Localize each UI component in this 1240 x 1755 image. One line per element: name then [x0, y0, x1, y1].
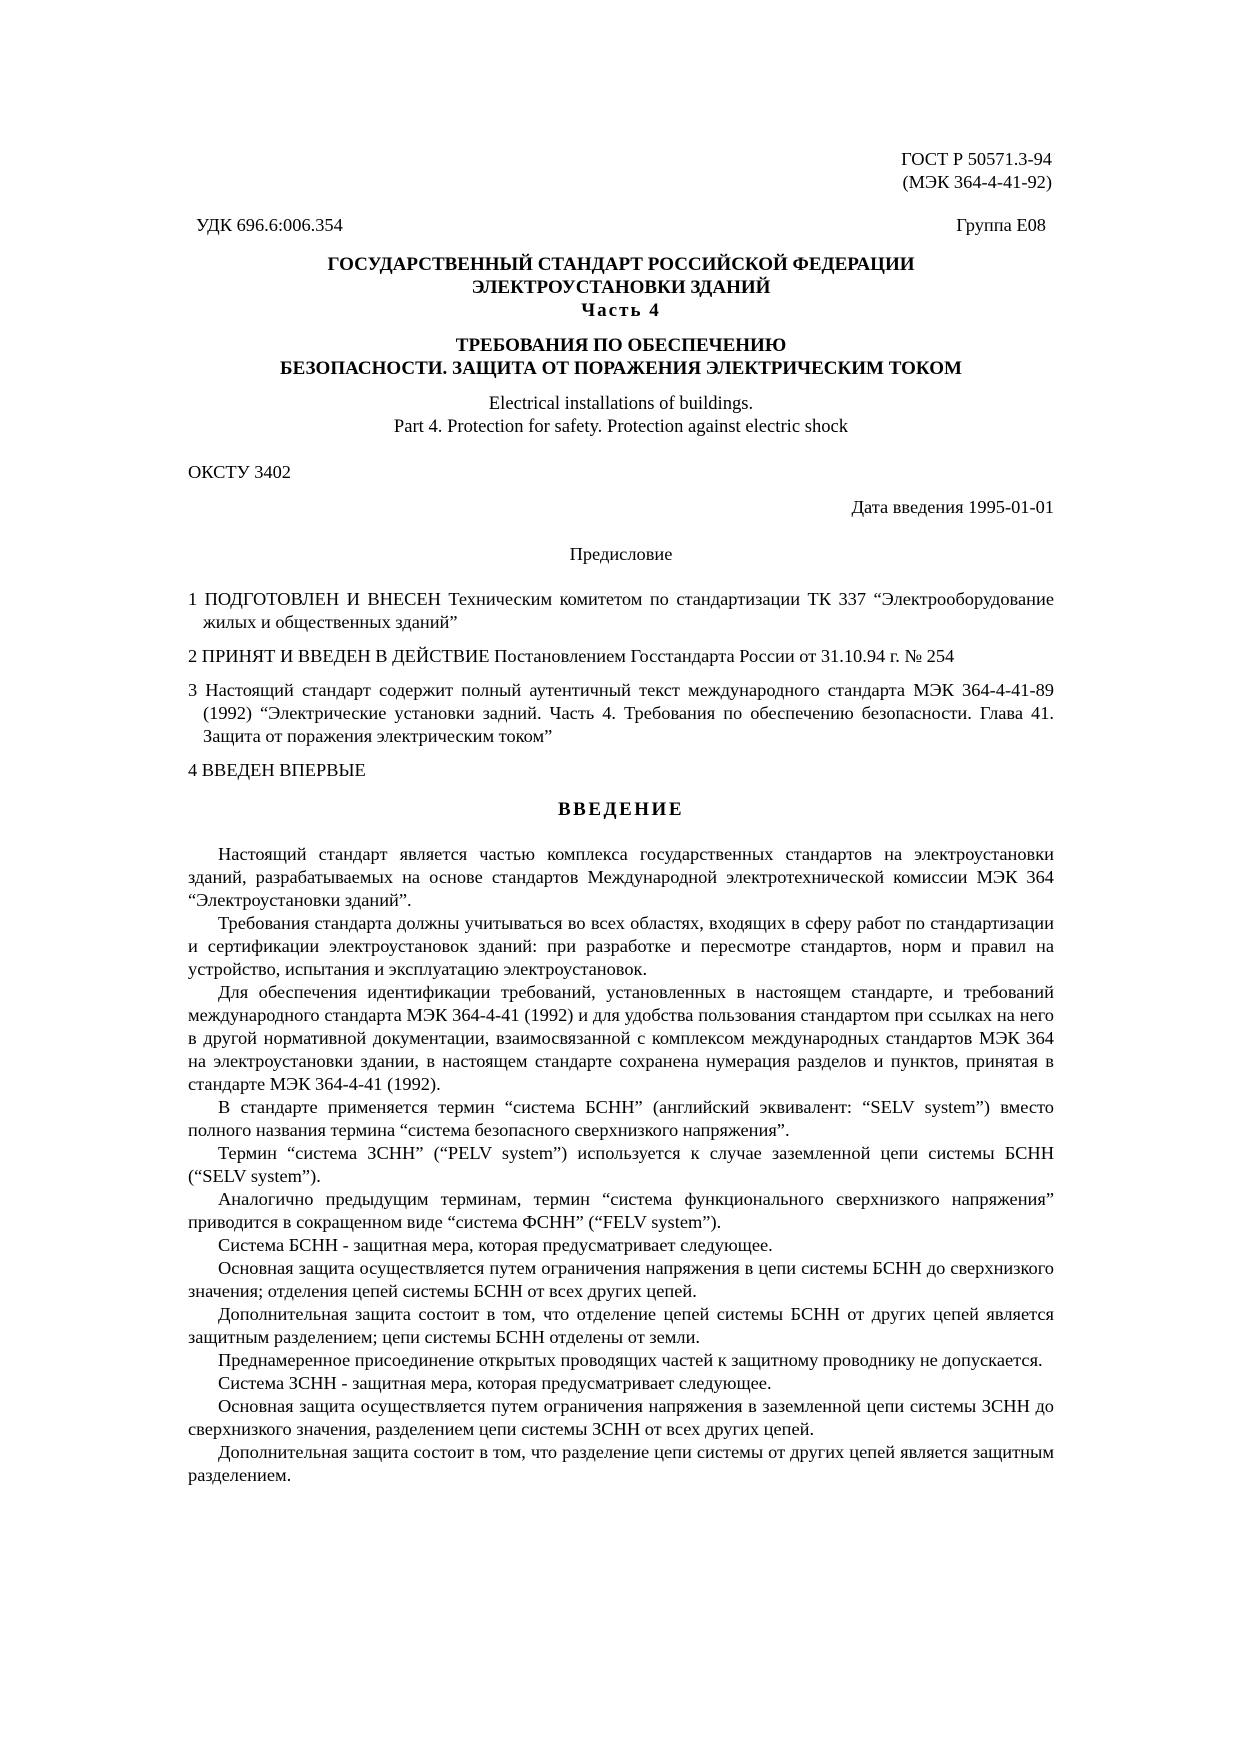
intro-paragraph: Система БСНН - защитная мера, которая предусматривает следующее. [218, 1235, 773, 1255]
intro-paragraph: Для обеспечения идентификации требований, установленных в настоящем стандарте, и требований международного стандарта МЭК 364-4-41 (1992) и для удобства пользования стандартом при ссылках на него в другой нормативной документации, взаимосвязанной с комплексом международных стандартов МЭК 364 на электроустановки здании, в настоящем стандарте сохранена нумерация разделов и пунктов, принятая в стандарте МЭК 364-4-41 (1992). [188, 982, 1054, 1094]
intro-paragraph: В стандарте применяется термин “система БСНН” (английский эквивалент: “SELV system”) вместо полного названия термина “система безопасного сверхнизкого напряжения”. [188, 1097, 1054, 1140]
foreword-heading: Предисловие [569, 544, 673, 564]
title-line-1: ГОСУДАРСТВЕННЫЙ СТАНДАРТ РОССИЙСКОЙ ФЕДЕРАЦИИ [327, 254, 915, 275]
english-title [188, 392, 1054, 438]
intro-paragraph: Требования стандарта должны учитываться во всех областях, входящих в сферу работ по стандартизации и сертификации электроустановок зданий: при разработке и пересмотре стандартов, норм и правил на устройство, испытания и эксплуатацию электроустановок. [188, 913, 1054, 979]
udk-code: УДК 696.6:006.354 [196, 215, 343, 235]
gost-designation [188, 148, 1054, 194]
foreword-item: 4 ВВЕДЕН ВПЕРВЫЕ [188, 760, 366, 780]
document-content [188, 148, 1054, 1487]
intro-paragraph: Основная защита осуществляется путем ограничения напряжения в цепи системы БСНН до сверхнизкого значения; отделения цепей системы БСНН от всех других цепей. [188, 1258, 1054, 1301]
udk-group-row [188, 214, 1054, 237]
introduction-date: Дата введения 1995-01-01 [851, 497, 1054, 517]
foreword-item: 2 ПРИНЯТ И ВВЕДЕН В ДЕЙСТВИЕ Постановлением Госстандарта России от 31.10.94 г. № 254 [188, 646, 955, 666]
intro-paragraph: Преднамеренное присоединение открытых проводящих частей к защитному проводнику не допускается. [218, 1350, 1043, 1370]
intro-paragraph: Основная защита осуществляется путем ограничения напряжения в заземленной цепи системы ЗСНН до сверхнизкого значения, разделением цепи системы ЗСНН от всех других цепей. [188, 1396, 1054, 1439]
intro-paragraph: Настоящий стандарт является частью комплекса государственных стандартов на электроустановки зданий, разрабатываемых на основе стандартов Международной электротехнической комиссии МЭК 364 “Электроустановки зданий”. [188, 844, 1054, 910]
introduction-heading: ВВЕДЕНИЕ [558, 799, 684, 820]
subtitle-line-1: ТРЕБОВАНИЯ ПО ОБЕСПЕЧЕНИЮ [455, 335, 787, 356]
intro-paragraph: Дополнительная защита состоит в том, что отделение цепей системы БСНН от других цепей является защитным разделением; цепи системы БСНН отделены от земли. [188, 1304, 1054, 1347]
english-title-line-1: Electrical installations of buildings. [488, 393, 754, 414]
intro-paragraph: Аналогично предыдущим терминам, термин “система функционального сверхнизкого напряжения” приводится в сокращенном виде “система ФСНН” (“FELV system”). [188, 1189, 1054, 1232]
title-line-3: Часть 4 [581, 300, 661, 321]
title-line-2: ЭЛЕКТРОУСТАНОВКИ ЗДАНИЙ [471, 277, 771, 298]
gost-number: ГОСТ Р 50571.3-94 [901, 149, 1052, 169]
foreword-list [188, 588, 1054, 782]
foreword-item: 3 Настоящий стандарт содержит полный аутентичный текст международного стандарта МЭК 364-4-41-89 (1992) “Электрические установки задний. Часть 4. Требования по обеспечению безопасности. Глава 41. Защита от поражения электрическим током” [188, 680, 1054, 746]
subtitle-line-2: БЕЗОПАСНОСТИ. ЗАЩИТА ОТ ПОРАЖЕНИЯ ЭЛЕКТРИЧЕСКИМ ТОКОМ [280, 358, 962, 379]
group-code: Группа Е08 [956, 215, 1046, 235]
intro-paragraph: Термин “система ЗСНН” (“PELV system”) используется к случае заземленной цепи системы БСНН (“SELV system”). [188, 1143, 1054, 1186]
intro-paragraph: Система ЗСНН - защитная мера, которая предусматривает следующее. [218, 1373, 772, 1393]
document-subtitle [188, 334, 1054, 380]
iec-number: (МЭК 364-4-41-92) [902, 172, 1052, 192]
intro-paragraph: Дополнительная защита состоит в том, что разделение цепи системы от других цепей является защитным разделением. [188, 1442, 1054, 1485]
english-title-line-2: Part 4. Protection for safety. Protection against electric shock [393, 416, 849, 437]
okstu-code: ОКСТУ 3402 [188, 462, 291, 482]
introduction-body [188, 843, 1054, 1487]
document-title [188, 253, 1054, 322]
foreword-item: 1 ПОДГОТОВЛЕН И ВНЕСЕН Техническим комитетом по стандартизации ТК 337 “Электрооборудование жилых и общественных зданий” [188, 589, 1054, 632]
